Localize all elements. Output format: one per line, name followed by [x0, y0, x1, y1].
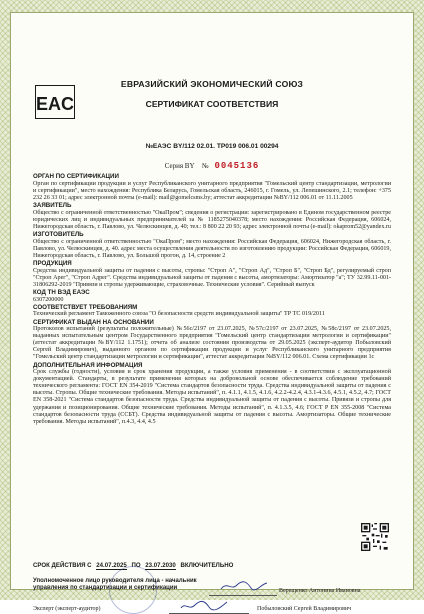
head-signature-icon [219, 579, 269, 593]
certificate-content [29, 27, 395, 612]
certificate-inner-frame [10, 12, 414, 612]
section-text-product: Средства индивидуальной защиты от падения с высоты, стропы: "Строп А", "Строп Ад", "Строп Б", "Строп Бд", регулируемый строп "Строп Арег", "Строп Адрег". Средства индивидуальной защиты от падения с высоты, амортизаторы: Амортизатор "а"; ТУ 32.99.11-001-31806292-2019 "Привязи и стропы удерживающие, страховочные. Технические условия". Серийный выпуск [33, 267, 391, 288]
union-title: ЕВРАЗИЙСКИЙ ЭКОНОМИЧЕСКИЙ СОЮЗ [120, 79, 304, 89]
validity-to: 23.07.2030 [145, 562, 176, 569]
validity-label: СРОК ДЕЙСТВИЯ С [33, 562, 92, 569]
expert-title: Эксперт (эксперт-аудитор) [33, 606, 101, 612]
section-text-basis: Протоколов испытаний (результаты положительные) №56с/2197 от 23.07.2025, №57с/2197 от 23.07.2025, №58с/2197 от 23.07.2025, выданных испытательным центром Государственного предприятия "Гомельский центр стандартизации метрологии и сертификации" (аттестат аккредитации №BY/112 1.1751); отчета об анализе состояния производства от 29.05.2025 (эксперт-аудитор Побыловский Сергей Владимирович), выданного органом по сертификации продукции и услуг Республиканского унитарного предприятия "Гомельский центр стандартизации метрологии и сертификации", аттестат аккредитации №BY/112 006.01. Схема сертификации 1с [33, 326, 391, 361]
serial-number: 0045136 [214, 161, 260, 171]
series-label: Серия BY [164, 162, 195, 170]
section-text-hs-code: 6307200000 [33, 296, 64, 303]
section-heading-product: ПРОДУКЦИЯ [33, 260, 72, 268]
section-heading-hs-code: КОД ТН ВЭД ЕАЭС [33, 289, 90, 297]
section-heading-requirements: СООТВЕТСТВУЕТ ТРЕБОВАНИЯМ [33, 303, 138, 311]
validity-from: 24.07.2025 [96, 562, 127, 569]
validity-suffix: ВКЛЮЧИТЕЛЬНО [180, 562, 234, 569]
expert-signature-icon [179, 599, 229, 613]
head-signature-line [209, 595, 277, 596]
section-text-manufacturer: Общество с ограниченной ответственностью "ОкаПром"; место нахождения: Российская Федерация, 606024, Нижегородская область, г. Павлово, ул. Челюскинцев, д. 40. адрес места осуществления деятельности по изготовлению продукции: Российская Федерация, 606019, Нижегородская область, г. Павлово, ул. Большой прогон, д. 14, строение 2 [33, 238, 391, 259]
registration-number: №ЕАЭС BY/112 02.01. ТР019 006.01 00294 [145, 143, 279, 150]
validity-to-label: ПО [131, 562, 141, 569]
section-heading-basis: СЕРТИФИКАТ ВЫДАН НА ОСНОВАНИИ [33, 318, 154, 326]
certificate-body [33, 173, 391, 426]
section-heading-manufacturer: ИЗГОТОВИТЕЛЬ [33, 231, 84, 239]
section-text-additional-info: Срок службы (годности), условия и срок хранения продукции, а также условия применения - в соответствии с эксплуатационной документацией. Стандарты, в результате применения которых на добровольной основе обеспечивается соблюдение требований технического регламента: ГОСТ EN 354-2019 "Система стандартов безопасности труда. Средства индивидуальной защиты от падения с высоты. Стропы. Общие технические требования. Методы испытаний", п. 4.1.1, 4.1.5, 4.1.6, 4.2.2-4.2.4, 4.3.1-4.3.6, 4.5.1, 4.5.2, 4.7; ГОСТ EN 358-2021 "Система стандартов безопасности труда. Средства индивидуальной защиты от падения с высоты. Привязи и стропы для удержания и позиционирования. Общие технические требования. Методы испытаний", п. 4.1.3.5, 4.6; ГОСТ Р EN 355-2008 "Система стандартов безопасности труда (ССБТ). Средства индивидуальной защиты от падения с высоты. Амортизаторы. Общие технические требования. Методы испытаний", п.4.3, 4.4, 4.5 [33, 369, 391, 425]
section-heading-additional-info: ДОПОЛНИТЕЛЬНАЯ ИНФОРМАЦИЯ [33, 361, 143, 369]
number-sign: № [202, 162, 209, 170]
section-text-applicant: Общество с ограниченной ответственностью "ОкаПром"; сведения о регистрации: зарегистрировано в Едином государственном реестре юридических лиц и индивидуальных предпринимателей за № 1185275040378; место нахождения: Российская Федерация, 606024, Нижегородская область, г. Павлово, ул. Челюскинцев, д. 40; тел.: 8 800 22 20 93; адрес электронной почты (e-mail): okaprom52@yandex.ru [33, 209, 391, 230]
section-heading-certification-body: ОРГАН ПО СЕРТИФИКАЦИИ [33, 173, 119, 181]
qr-code-icon [361, 523, 389, 551]
section-heading-applicant: ЗАЯВИТЕЛЬ [33, 202, 72, 210]
document-title: СЕРТИФИКАТ СООТВЕТСТВИЯ [145, 99, 279, 109]
head-signatory-title: Уполномоченное лицо руководителя лица - начальник управления по стандартизации и сертификации [33, 578, 197, 591]
expert-name: Побыловский Сергей Владимирович [257, 606, 352, 612]
eac-logo-text: EAC [35, 94, 75, 114]
serial-line [29, 161, 395, 171]
section-text-requirements: Технический регламент Таможенного союза "О безопасности средств индивидуальной защиты" ТР ТС 019/2011 [33, 311, 325, 318]
section-text-certification-body: Орган по сертификации продукции и услуг Республиканского унитарного предприятия "Гомельский центр стандартизации, метрологии и сертификации", место нахождения: Республика Беларусь, Гомельская область, 246015, г. Гомель, ул. Лепешинского, 2.1; телефон: +375 232 26 33 01; адрес электронной почты (e-mail): mail@gomelcsms.by; аттестат аккредитации №BY/112 006.01 от 11.11.2005 [33, 180, 391, 201]
head-signatory-name: Верещенко Антонина Ивановна [279, 588, 361, 594]
